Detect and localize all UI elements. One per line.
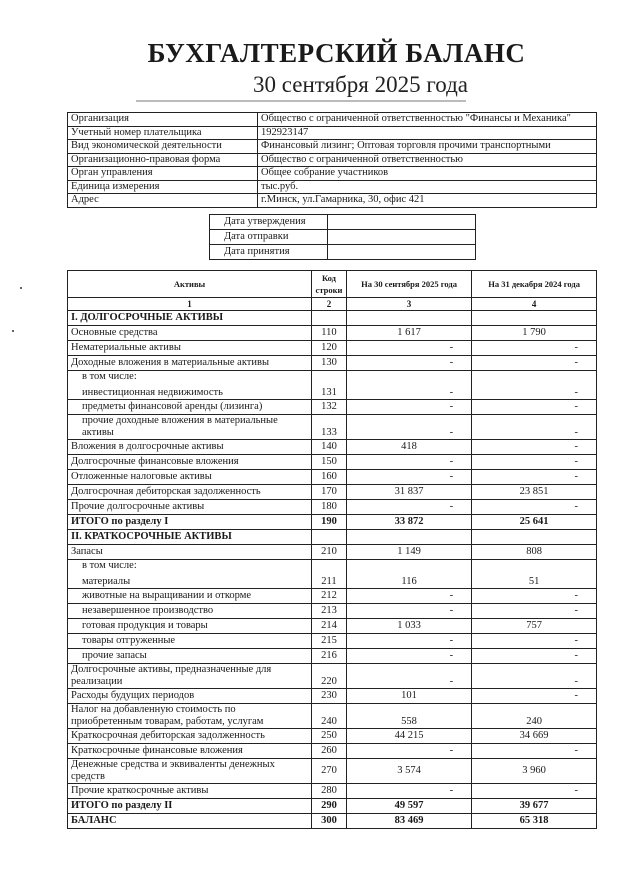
row-name: прочие запасы [68,649,312,664]
row-code: 240 [312,704,347,729]
row-v4: - [472,784,597,799]
row-name: ИТОГО по разделу I [68,515,312,530]
row-code: 132 [312,400,347,415]
table-row [68,704,597,729]
row-name: животные на выращивании и откорме [68,589,312,604]
row-v4: 39 677 [472,799,597,814]
row-v4: - [472,589,597,604]
row-code [312,530,347,545]
row-v4: - [472,455,597,470]
row-v3: 1 617 [346,326,471,341]
row-name-sub: материалы [82,576,131,587]
table-row [68,649,597,664]
row-code: 213 [312,604,347,619]
table-row [68,784,597,799]
table-row [68,664,597,689]
row-code: 130 [312,356,347,371]
row-code: 280 [312,784,347,799]
table-row [68,530,597,545]
date-approval-value [328,215,476,230]
date-accepted-value [328,245,476,260]
info-row: Единица измерения тыс.руб. [68,180,597,194]
table-row [68,400,597,415]
row-v4: 23 851 [472,485,597,500]
table-row [68,341,597,356]
row-v3: - [346,371,471,400]
info-row: Адрес г.Минск, ул.Гамарника, 30, офис 421 [68,194,597,208]
date-row: Дата утверждения [210,215,476,230]
row-code: 120 [312,341,347,356]
table-row [68,619,597,634]
row-v4: - [472,400,597,415]
table-row [68,371,597,400]
row-v4: 240 [472,704,597,729]
table-row [68,415,597,440]
row-v3: 44 215 [346,729,471,744]
row-v4: - [472,634,597,649]
row-v3: - [346,634,471,649]
column-header-code: Код строки [312,271,347,298]
row-name: Основные средства [68,326,312,341]
row-v3: - [346,470,471,485]
row-v4: - [472,744,597,759]
row-v4: - [472,341,597,356]
organization-info-table [67,112,597,208]
table-row [68,485,597,500]
row-v3: - [346,400,471,415]
document-date: 30 сентября 2025 года [253,72,468,97]
row-name: Нематериальные активы [68,341,312,356]
row-name: прочие доходные вложения в материальные активы [68,415,312,440]
row-name: ИТОГО по разделу II [68,799,312,814]
table-row [68,311,597,326]
row-code: 211 [312,560,347,589]
row-name: Долгосрочная дебиторская задолженность [68,485,312,500]
row-code: 290 [312,799,347,814]
scan-dot [20,287,22,289]
table-row [68,604,597,619]
row-name-prefix: в том числе: [82,560,137,571]
info-row: Орган управления Общее собрание участников [68,167,597,181]
row-code: 230 [312,689,347,704]
row-v3: - [346,604,471,619]
row-code: 300 [312,814,347,829]
balance-sheet-table [67,270,597,829]
date-row: Дата отправки [210,230,476,245]
row-code: 190 [312,515,347,530]
row-code: 215 [312,634,347,649]
row-v3: - [346,356,471,371]
row-name: Краткосрочная дебиторская задолженность [68,729,312,744]
table-row [68,814,597,829]
row-v4: 65 318 [472,814,597,829]
row-v4: 808 [472,545,597,560]
row-code: 260 [312,744,347,759]
row-v3: 418 [346,440,471,455]
row-v4: - [472,470,597,485]
table-row [68,634,597,649]
row-v3: - [346,341,471,356]
row-code: 220 [312,664,347,689]
row-name: незавершенное производство [68,604,312,619]
row-v4: - [472,689,597,704]
table-row [68,729,597,744]
row-v3: - [346,455,471,470]
scan-dot [12,330,14,332]
table-row [68,689,597,704]
row-v3: 3 574 [346,759,471,784]
row-name-prefix: в том числе: [82,371,137,382]
row-code: 110 [312,326,347,341]
row-name: Запасы [68,545,312,560]
row-name-sub: инвестиционная недвижимость [82,387,223,398]
row-code: 210 [312,545,347,560]
row-name: Вложения в долгосрочные активы [68,440,312,455]
table-row [68,326,597,341]
row-name: Долгосрочные активы, предназначенные для реализации [68,664,312,689]
row-v4 [472,530,597,545]
table-row [68,799,597,814]
row-name: БАЛАНС [68,814,312,829]
row-v3: 31 837 [346,485,471,500]
row-name [68,560,312,589]
row-name: предметы финансовой аренды (лизинга) [68,400,312,415]
row-v3: 33 872 [346,515,471,530]
row-name: Налог на добавленную стоимость по приобретенным товарам, работам, услугам [68,704,312,729]
info-row: Организационно-правовая форма Общество с ограниченной ответственностью [68,153,597,167]
info-row: Организация Общество с ограниченной ответственностью "Финансы и Механика" [68,113,597,127]
row-v3: - [346,784,471,799]
row-v4: 51 [472,560,597,589]
row-v4: 25 641 [472,515,597,530]
row-v3: - [346,589,471,604]
row-code: 180 [312,500,347,515]
row-v4: - [472,356,597,371]
row-code: 133 [312,415,347,440]
date-row: Дата принятия [210,245,476,260]
row-v3: 101 [346,689,471,704]
row-v4 [472,311,597,326]
scan-artifact-line [136,100,466,102]
row-code: 250 [312,729,347,744]
row-v4: - [472,371,597,400]
row-v3: - [346,415,471,440]
table-row [68,470,597,485]
date-sent-value [328,230,476,245]
row-name: Долгосрочные финансовые вложения [68,455,312,470]
row-v3: 1 033 [346,619,471,634]
row-v4: - [472,649,597,664]
column-header-2024: На 31 декабря 2024 года [472,271,597,298]
row-name: Отложенные налоговые активы [68,470,312,485]
row-name: I. ДОЛГОСРОЧНЫЕ АКТИВЫ [68,311,312,326]
row-code: 212 [312,589,347,604]
row-name: Доходные вложения в материальные активы [68,356,312,371]
row-v3 [346,530,471,545]
row-v3: 83 469 [346,814,471,829]
info-row: Учетный номер плательщика 192923147 [68,126,597,140]
row-v3: 1 149 [346,545,471,560]
row-v3: - [346,500,471,515]
table-row [68,759,597,784]
row-v4: - [472,415,597,440]
column-number-row: 1 2 3 4 [68,298,597,311]
table-row [68,744,597,759]
row-code: 170 [312,485,347,500]
table-row [68,500,597,515]
row-v3: - [346,744,471,759]
row-name: готовая продукция и товары [68,619,312,634]
row-code: 160 [312,470,347,485]
table-header-row [68,271,597,298]
row-name: Прочие краткосрочные активы [68,784,312,799]
table-row [68,589,597,604]
row-code: 216 [312,649,347,664]
row-name: II. КРАТКОСРОЧНЫЕ АКТИВЫ [68,530,312,545]
info-row: Вид экономической деятельности Финансовый лизинг; Оптовая торговля прочими транспортными [68,140,597,154]
row-code [312,311,347,326]
row-name: товары отгруженные [68,634,312,649]
table-row [68,356,597,371]
row-v4: 1 790 [472,326,597,341]
document-title: БУХГАЛТЕРСКИЙ БАЛАНС [147,38,526,68]
table-row [68,515,597,530]
row-v4: - [472,664,597,689]
row-v4: 34 669 [472,729,597,744]
row-v3: - [346,664,471,689]
row-code: 131 [312,371,347,400]
row-name [68,371,312,400]
row-name: Расходы будущих периодов [68,689,312,704]
row-v3: 49 597 [346,799,471,814]
row-v4: 757 [472,619,597,634]
table-row [68,545,597,560]
table-row [68,440,597,455]
column-header-assets: Активы [68,271,312,298]
row-v3: 116 [346,560,471,589]
row-v4: - [472,440,597,455]
row-v3: 558 [346,704,471,729]
row-code: 150 [312,455,347,470]
row-v4: 3 960 [472,759,597,784]
row-v4: - [472,500,597,515]
row-name: Прочие долгосрочные активы [68,500,312,515]
row-code: 270 [312,759,347,784]
row-v3 [346,311,471,326]
row-name: Краткосрочные финансовые вложения [68,744,312,759]
row-v3: - [346,649,471,664]
table-row [68,560,597,589]
row-code: 140 [312,440,347,455]
column-header-2025: На 30 сентября 2025 года [346,271,471,298]
row-code: 214 [312,619,347,634]
dates-table [209,214,476,260]
row-name: Денежные средства и эквиваленты денежных средств [68,759,312,784]
table-row [68,455,597,470]
row-v4: - [472,604,597,619]
